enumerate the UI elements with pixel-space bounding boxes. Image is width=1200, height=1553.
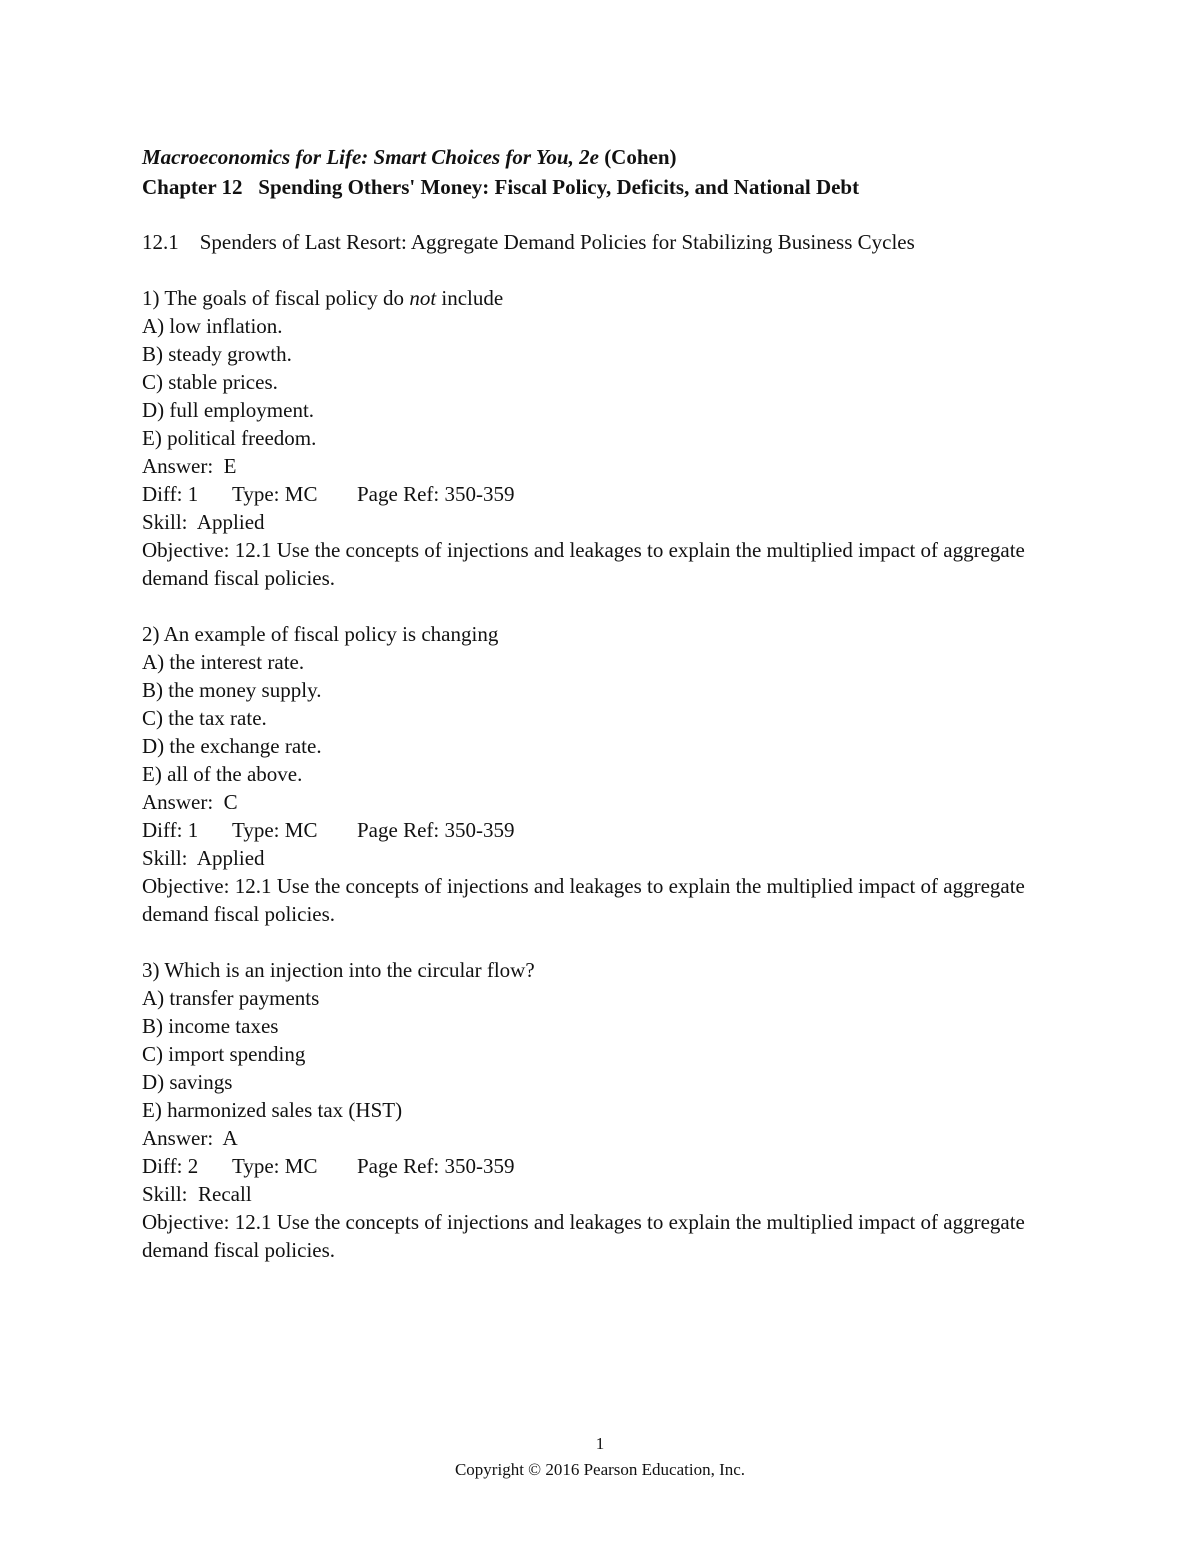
answer: Answer: C (142, 790, 238, 814)
question-stem: 2) An example of fiscal policy is changing (142, 622, 499, 646)
page-content (142, 142, 1062, 1264)
option-d: D) savings (142, 1070, 233, 1094)
book-author: (Cohen) (598, 145, 677, 169)
option-d: D) the exchange rate. (142, 734, 322, 758)
question-type: Type: MC (232, 482, 318, 506)
page-number: 1 (595, 1434, 605, 1453)
question-stem: 3) Which is an injection into the circular flow? (142, 958, 535, 982)
page-ref: Page Ref: 350-359 (357, 482, 515, 506)
option-b: B) income taxes (142, 1014, 279, 1038)
skill: Skill: Applied (142, 510, 265, 534)
difficulty: Diff: 2 (142, 1154, 199, 1178)
skill: Skill: Applied (142, 846, 265, 870)
option-c: C) stable prices. (142, 370, 278, 394)
option-e: E) political freedom. (142, 426, 317, 450)
option-d: D) full employment. (142, 398, 315, 422)
option-e: E) all of the above. (142, 762, 303, 786)
option-a: A) low inflation. (142, 314, 283, 338)
option-c: C) the tax rate. (142, 706, 267, 730)
objective: Objective: 12.1 Use the concepts of injections and leakages to explain the multiplied impact of aggregate demand fiscal policies. (142, 1210, 1025, 1262)
answer: Answer: E (142, 454, 237, 478)
option-b: B) steady growth. (142, 342, 292, 366)
skill: Skill: Recall (142, 1182, 252, 1206)
option-b: B) the money supply. (142, 678, 322, 702)
option-c: C) import spending (142, 1042, 306, 1066)
objective: Objective: 12.1 Use the concepts of injections and leakages to explain the multiplied impact of aggregate demand fiscal policies. (142, 538, 1025, 590)
page-ref: Page Ref: 350-359 (357, 1154, 515, 1178)
question-3 (142, 956, 1062, 1264)
answer: Answer: A (142, 1126, 238, 1150)
option-a: A) the interest rate. (142, 650, 305, 674)
question-1 (142, 284, 1062, 592)
question-stem-emphasis: not (409, 286, 437, 310)
copyright-notice: Copyright © 2016 Pearson Education, Inc. (454, 1460, 746, 1479)
question-type: Type: MC (232, 818, 318, 842)
option-e: E) harmonized sales tax (HST) (142, 1098, 403, 1122)
meta-row (142, 816, 1062, 844)
question-type: Type: MC (232, 1154, 318, 1178)
meta-row (142, 1152, 1062, 1180)
objective: Objective: 12.1 Use the concepts of injections and leakages to explain the multiplied impact of aggregate demand fiscal policies. (142, 874, 1025, 926)
page-ref: Page Ref: 350-359 (357, 818, 515, 842)
chapter-title: Chapter 12 Spending Others' Money: Fiscal Policy, Deficits, and National Debt (142, 175, 860, 199)
section-heading: 12.1 Spenders of Last Resort: Aggregate Demand Policies for Stabilizing Business Cycles (142, 230, 915, 254)
question-stem-text: 1) The goals of fiscal policy do (142, 286, 410, 310)
difficulty: Diff: 1 (142, 818, 199, 842)
question-stem-text-end: include (436, 286, 504, 310)
book-title-line (142, 142, 1062, 172)
meta-row (142, 480, 1062, 508)
option-a: A) transfer payments (142, 986, 320, 1010)
question-stem (142, 284, 1062, 312)
difficulty: Diff: 1 (142, 482, 199, 506)
question-2 (142, 620, 1062, 928)
book-title: Macroeconomics for Life: Smart Choices for You, 2e (142, 145, 599, 169)
